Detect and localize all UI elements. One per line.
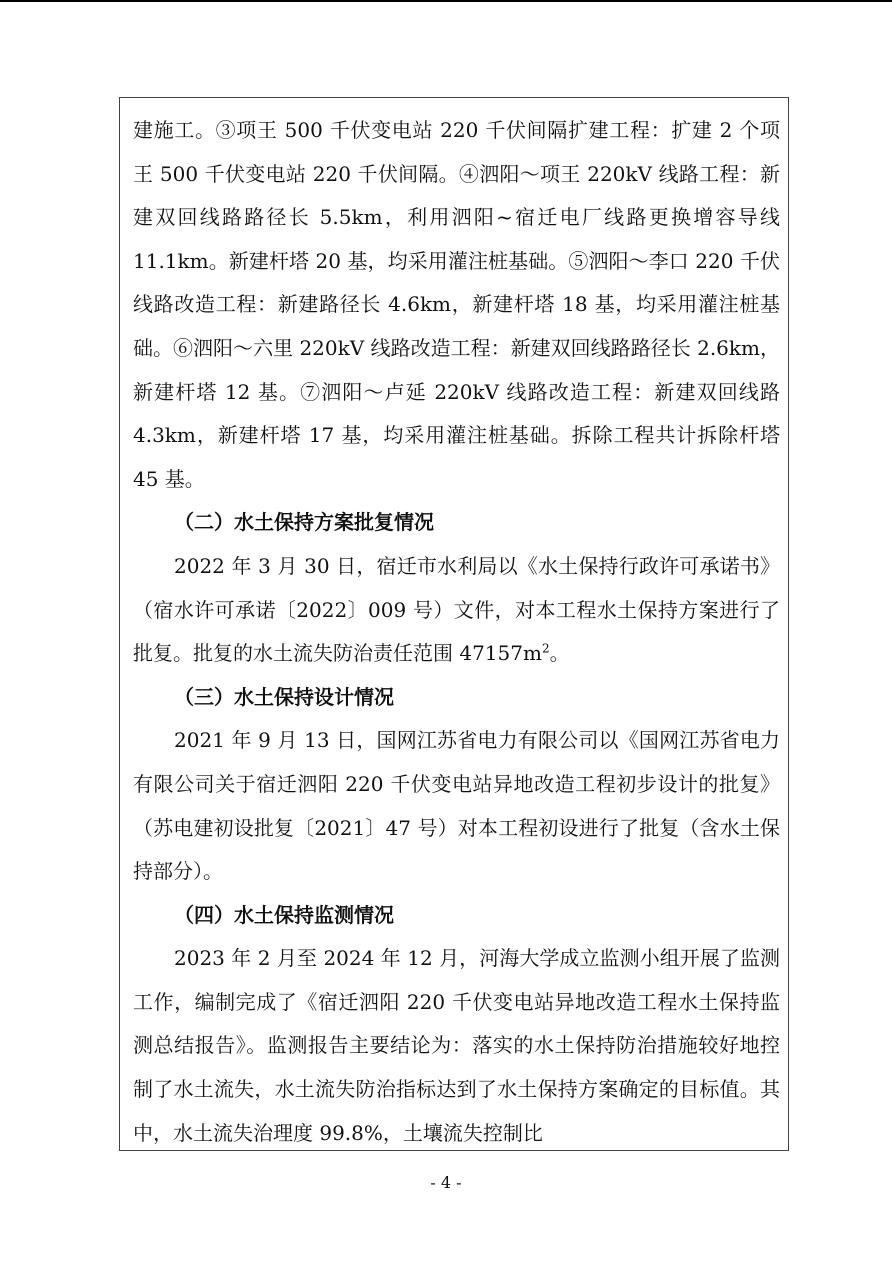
plan-approval-end: 。 — [549, 641, 570, 666]
section-body-plan-approval — [133, 545, 780, 676]
section-heading-plan-approval: （二）水土保持方案批复情况 — [174, 510, 434, 535]
intro-paragraph: 建施工。③项王 500 千伏变电站 220 千伏间隔扩建工程：扩建 2 个项王 500 千伏变电站 220 千伏间隔。④泗阳～项王 220kV 线路工程：新建双回线路路径长 5.5km，利用泗阳~宿迁电厂线路更换增容导线 11.1km。新建杆塔 20 基，均采用灌注桩基础。⑤泗阳～李口 220 千伏线路改造工程：新建路径长 4.6km，新建杆塔 18 基，均采用灌注桩基础。⑥泗阳～六里 220kV 线路改造工程：新建双回线路路径长 2.6km，新建杆塔 12 基。⑦泗阳～卢延 220kV 线路改造工程：新建双回线路 4.3km，新建杆塔 17 基，均采用灌注桩基础。拆除工程共计拆除杆塔 45 基。 — [133, 118, 780, 491]
plan-approval-text: 2022 年 3 月 30 日，宿迁市水利局以《水土保持行政许可承诺书》（宿水许可承诺〔2022〕009 号）文件，对本工程水土保持方案进行了批复。批复的水土流失防治责任范围 47157m — [133, 553, 780, 666]
content-frame — [119, 97, 789, 1151]
section-body-design: 2021 年 9 月 13 日，国网江苏省电力有限公司以《国网江苏省电力有限公司关于宿迁泗阳 220 千伏变电站异地改造工程初步设计的批复》（苏电建初设批复〔2021〕47 号）对本工程初设进行了批复（含水土保持部分）。 — [133, 728, 780, 884]
section-body-monitoring: 2023 年 2 月至 2024 年 12 月，河海大学成立监测小组开展了监测工作，编制完成了《宿迁泗阳 220 千伏变电站异地改造工程水土保持监测总结报告》。监测报告主要结论为：落实的水土保持防治措施较好地控制了水土流失，水土流失防治指标达到了水土保持方案确定的目标值。其中，水土流失治理度 99.8%，土壤流失控制比 — [133, 946, 780, 1145]
area-unit-superscript: 2 — [541, 641, 550, 656]
section-heading-monitoring: （四）水土保持监测情况 — [174, 902, 394, 927]
section-heading-design: （三）水土保持设计情况 — [174, 684, 394, 709]
page-number: - 4 - — [430, 1173, 462, 1192]
top-rule — [0, 0, 892, 2]
